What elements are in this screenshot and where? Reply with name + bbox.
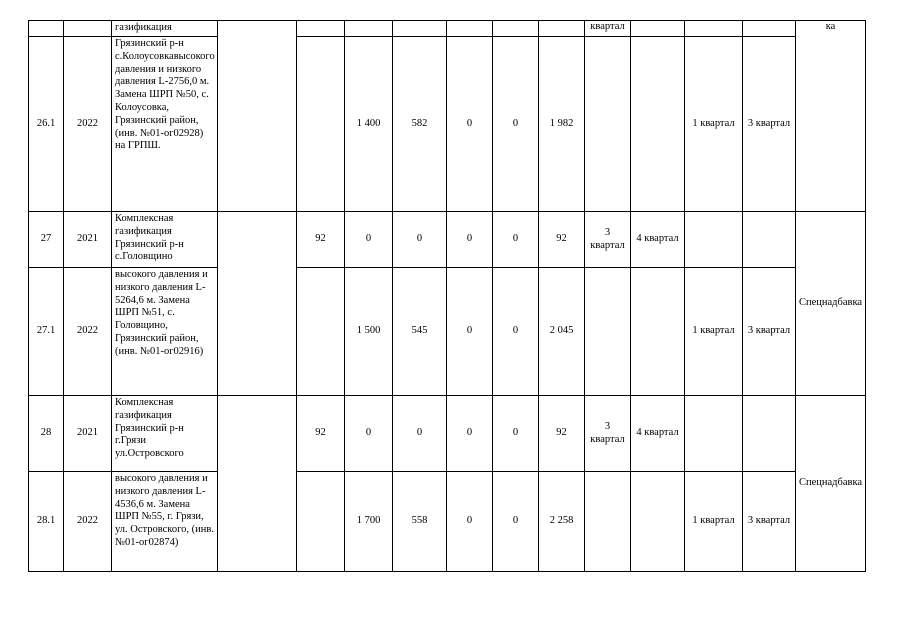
row-description: Комплексная газификация Грязинский р-н г.Грязи ул.Островского <box>112 396 218 472</box>
investment-program-table <box>28 20 866 572</box>
funding-source: Спецнадбавка <box>796 396 866 572</box>
start-quarter: 3 квартал <box>585 396 631 472</box>
start-quarter-2 <box>685 21 743 37</box>
funding-source: ка <box>796 21 866 212</box>
value-cell: 558 <box>393 472 447 572</box>
row-number: 28 <box>29 396 64 472</box>
row-year: 2022 <box>64 268 112 396</box>
table-row <box>29 472 866 572</box>
row-year: 2022 <box>64 37 112 212</box>
end-quarter <box>631 268 685 396</box>
row-number: 27 <box>29 212 64 268</box>
start-quarter-2 <box>685 212 743 268</box>
value-cell: 0 <box>393 396 447 472</box>
value-cell <box>297 37 345 212</box>
value-cell <box>493 21 539 37</box>
value-cell <box>447 21 493 37</box>
table-row <box>29 268 866 396</box>
row-number: 28.1 <box>29 472 64 572</box>
value-cell <box>297 472 345 572</box>
value-cell <box>345 21 393 37</box>
value-cell: 0 <box>447 212 493 268</box>
row-description: Грязинский р-н с.Колоусовкавысокого давления и низкого давления L-2756,0 м. Замена ШРП №50, с. Колоусовка, Грязинский район, (инв. №01-ог02928) на ГРПШ. <box>112 37 218 212</box>
start-quarter-2: 1 квартал <box>685 37 743 212</box>
start-quarter-2: 1 квартал <box>685 268 743 396</box>
value-cell: 0 <box>493 396 539 472</box>
empty-cell <box>218 396 297 572</box>
value-cell: 0 <box>493 212 539 268</box>
value-cell: 92 <box>539 212 585 268</box>
row-description: высокого давления и низкого давления L-5264,6 м. Замена ШРП №51, с. Головщино, Грязинский район, (инв. №01-ог02916) <box>112 268 218 396</box>
start-quarter-2 <box>685 396 743 472</box>
end-quarter-2 <box>743 21 796 37</box>
value-cell <box>539 21 585 37</box>
start-quarter-2: 1 квартал <box>685 472 743 572</box>
row-description: высокого давления и низкого давления L-4536,6 м. Замена ШРП №55, г. Грязи, ул. Островского, (инв. №01-ог02874) <box>112 472 218 572</box>
value-cell: 0 <box>493 37 539 212</box>
value-cell: 0 <box>493 268 539 396</box>
value-cell: 92 <box>297 212 345 268</box>
end-quarter-2 <box>743 212 796 268</box>
row-number: 26.1 <box>29 37 64 212</box>
value-cell <box>393 21 447 37</box>
value-cell: 0 <box>447 472 493 572</box>
table-row <box>29 37 866 212</box>
value-cell: 582 <box>393 37 447 212</box>
end-quarter-2: 3 квартал <box>743 268 796 396</box>
value-cell: 0 <box>345 212 393 268</box>
row-number <box>29 21 64 37</box>
value-cell: 92 <box>539 396 585 472</box>
start-quarter: квартал <box>585 21 631 37</box>
value-cell: 545 <box>393 268 447 396</box>
table-row <box>29 212 866 268</box>
value-cell: 2 258 <box>539 472 585 572</box>
value-cell: 92 <box>297 396 345 472</box>
value-cell: 0 <box>393 212 447 268</box>
start-quarter <box>585 472 631 572</box>
row-number: 27.1 <box>29 268 64 396</box>
value-cell: 1 700 <box>345 472 393 572</box>
end-quarter-2: 3 квартал <box>743 472 796 572</box>
value-cell: 1 400 <box>345 37 393 212</box>
row-year: 2021 <box>64 212 112 268</box>
value-cell: 0 <box>493 472 539 572</box>
row-year <box>64 21 112 37</box>
end-quarter <box>631 472 685 572</box>
end-quarter <box>631 21 685 37</box>
end-quarter <box>631 37 685 212</box>
value-cell: 2 045 <box>539 268 585 396</box>
value-cell <box>297 21 345 37</box>
start-quarter <box>585 37 631 212</box>
end-quarter-2 <box>743 396 796 472</box>
value-cell: 1 500 <box>345 268 393 396</box>
end-quarter: 4 квартал <box>631 212 685 268</box>
row-year: 2021 <box>64 396 112 472</box>
end-quarter: 4 квартал <box>631 396 685 472</box>
value-cell: 0 <box>447 37 493 212</box>
empty-cell <box>218 212 297 396</box>
start-quarter: 3 квартал <box>585 212 631 268</box>
row-year: 2022 <box>64 472 112 572</box>
value-cell: 0 <box>447 396 493 472</box>
row-description: Комплексная газификация Грязинский р-н с.Головщино <box>112 212 218 268</box>
funding-source: Спецнадбавка <box>796 212 866 396</box>
value-cell: 0 <box>447 268 493 396</box>
end-quarter-2: 3 квартал <box>743 37 796 212</box>
empty-cell <box>218 21 297 212</box>
table-row <box>29 396 866 472</box>
start-quarter <box>585 268 631 396</box>
table-row <box>29 21 866 37</box>
value-cell <box>297 268 345 396</box>
value-cell: 1 982 <box>539 37 585 212</box>
value-cell: 0 <box>345 396 393 472</box>
row-description: газификация <box>112 21 218 37</box>
